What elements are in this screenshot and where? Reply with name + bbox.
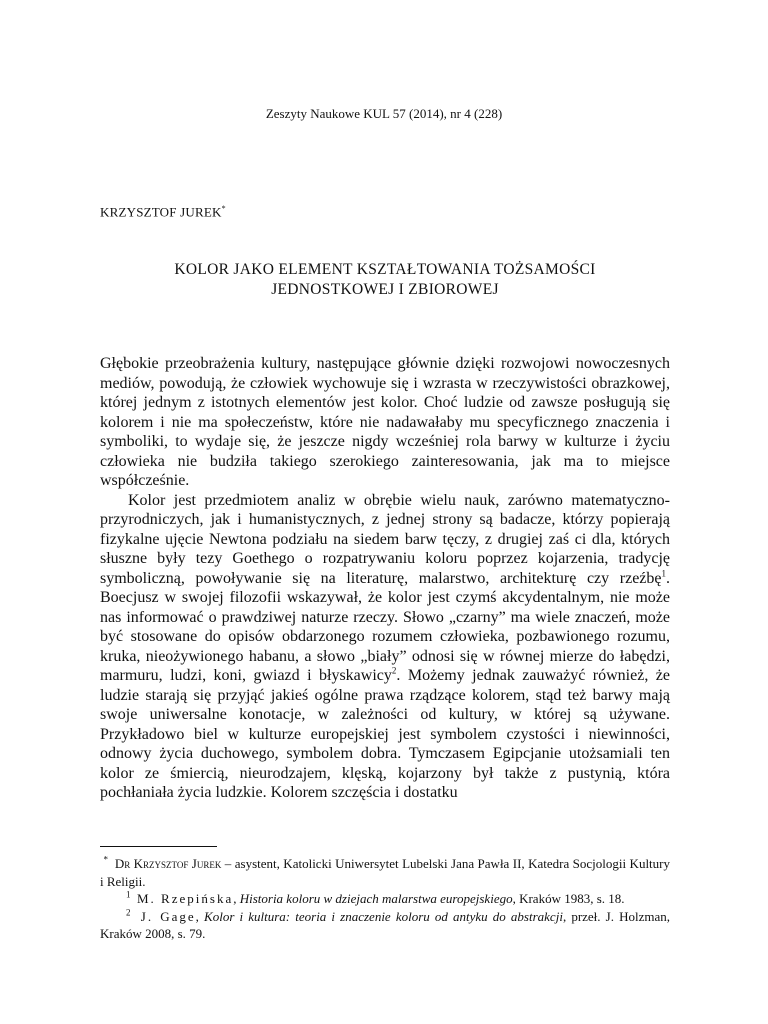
footnote-divider [100, 846, 217, 847]
paragraph-1: Głębokie przeobrażenia kultury, następujące głównie dzięki rozwojowi nowoczesnych mediów, powodują, że człowiek wychowuje się i wzrasta w rzeczywistości obrazkowej, której jednym z istotnych elementów jest kolor. Choć ludzie od zawsze posługują się kolorem i nie ma społeczeństw, które nie nadawałaby mu specyficznego znaczenia i symboliki, to wydaje się, że jeszcze nigdy wcześniej rola barwy w kulturze i życiu człowieka nie budziła takiego szerokiego zainteresowania, jak ma to miejsce współcześnie. [100, 355, 670, 489]
footnote-author-marker: * [103, 854, 108, 865]
footnote-author-description: – asystent, Katolicki Uniwersytet Lubelski Jana Pawła II, Katedra Socjologii Kultury i Religii. [100, 856, 671, 889]
footnote-1-separator: , [233, 891, 240, 906]
footnote-2-author: J. Gage [140, 908, 196, 924]
article-title-line-1: KOLOR JAKO ELEMENT KSZTAŁTOWANIA TOŻSAMOŚCI [174, 261, 596, 278]
footnote-1-work: Historia koloru w dziejach malarstwa europejskiego [239, 891, 513, 906]
paragraph-2-part-a: Kolor jest przedmiotem analiz w obrębie wielu nauk, zarówno matematyczno-przyrodniczych, jak i humanistycznych, z jednej strony są badacze, którzy popierają fizykalne ujęcie Newtona podziału na siedem barw tęczy, z drugiej zaś ci dla, których słuszne były tezy Goethego o rozpatrywaniu koloru poprzez kojarzenia, tradycję symboliczną, powoływanie się na literaturę, malarstwo, architekturę czy rzeźbę [100, 491, 670, 587]
footnote-author-title: Dr Krzysztof Jurek [114, 856, 222, 871]
paragraph-2 [100, 491, 670, 803]
footnote-author [100, 855, 670, 890]
footnote-2-number: 2 [126, 907, 131, 918]
footnote-1-author: M. Rzepińska [137, 891, 234, 906]
footnote-2 [100, 908, 670, 943]
article-title-line-2: JEDNOSTKOWEJ I ZBIOROWEJ [271, 281, 499, 298]
article-title [100, 260, 670, 300]
footnote-2-work: Kolor i kultura: teoria i znaczenie koloru od antyku do abstrakcji [204, 908, 563, 924]
footnote-ref-1: 1 [661, 568, 666, 579]
author-name [100, 204, 226, 220]
paragraph-2-part-b: . Boecjusz w swojej filozofii wskazywał, że kolor jest czymś akcydentalnym, nie może nas informować o prawdziwej naturze rzeczy. Słowo „czarny” ma wiele znaczeń, może być stosowane do opisów obdarzonego rozumem człowieka, pozbawionego rozumu, kruka, nieożywionego habanu, a słowo „biały” odnosi się w równej mierze do łabędzi, marmuru, ludzi, koni, gwiazd i błyskawicy [100, 569, 670, 684]
footnote-1-details: , Kraków 1983, s. 18. [512, 891, 625, 906]
footnote-1 [100, 890, 670, 908]
footnote-2-details: , przeł. J. Holzman, Kraków 2008, s. 79. [100, 908, 671, 941]
paragraph-2-part-c: . Możemy jednak zauważyć również, że ludzie starają się przyjąć jakieś ogólne prawa rządzące kolorem, stąd też barwy mają swoje uniwersalne konotacje, w zależności od kultury, w której są używane. Przykładowo biel w kulturze europejskiej jest symbolem czystości i niewinności, odnowy życia duchowego, symbolem dobra. Tymczasem Egipcjanie utożsamiali ten kolor ze śmiercią, nieurodzajem, klęską, kojarzony był także z pustynią, która pochłaniała życia ludzkie. Kolorem szczęścia i dostatku [100, 667, 670, 801]
article-body [100, 354, 670, 803]
author-footnote-marker: * [221, 204, 226, 213]
footnote-1-number: 1 [126, 889, 131, 900]
footnote-2-separator: , [195, 908, 205, 924]
footnote-ref-2: 2 [391, 665, 397, 676]
author-name-text: KRZYSZTOF JUREK [100, 204, 222, 220]
running-head: Zeszyty Naukowe KUL 57 (2014), nr 4 (228) [265, 106, 503, 121]
footnotes [100, 855, 670, 943]
